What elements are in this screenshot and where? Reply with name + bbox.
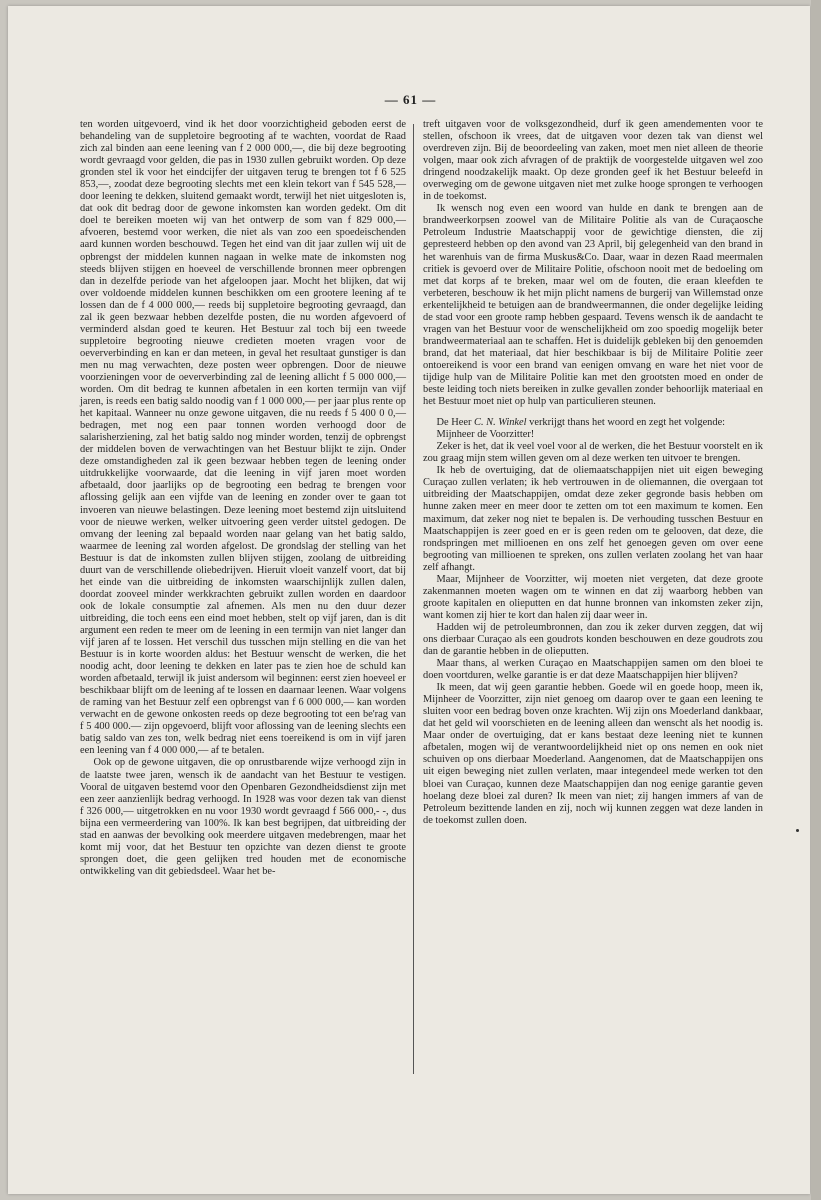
ink-speck [796, 829, 799, 832]
paragraph: Maar, Mijnheer de Voorzitter, wij moeten niet vergeten, dat deze groote zakenmannen moeten wagen om te winnen en dat zij waarborg hebben van groote kapitalen en olieputten en dat hunne bronnen van inkomsten zeker zijn, want komen zij hier te kort dan halen zij daar weer in. [423, 573, 763, 621]
speaker-intro-before: De Heer [436, 417, 475, 429]
column-divider [413, 124, 414, 1074]
paragraph: Ik meen, dat wij geen garantie hebben. Goede wil en goede hoop, meen ik, Mijnheer de Voorzitter, zijn niet genoeg om daarop over te gaan een leening te sluiten voor een bedrag boven onze krachten. Wij zijn ons Moederland dankbaar, dat het geld wil voorschieten en de leening alleen dan wenscht als het noodig is. Maar onder de overtuiging, dat er kans bestaat deze leening niet te kunnen afbetalen, mogen wij de verantwoordelijkheid niet op ons nemen en ook niet schuiven op ons dierbaar Moederland. Aangenomen, dat de Maatschappijen ons uit eigen beweging niet zullen verlaten, maar integendeel mede werken tot den bloei van Curaçao, kunnen deze Maatschappijen dan nog eenige garantie geven hoelang deze bloei zal duren? Ik meen van niet; zij hangen immers af van de Petroleum bezittende landen en zij, noch wij kunnen zeggen wat deze landen in de toekomst zullen doen. [423, 682, 763, 826]
paragraph: Maar thans, al werken Curaçao en Maatschappijen samen om den bloei te doen voortduren, welke garantie is er dat deze Maatschappijen hier blijven? [423, 658, 763, 682]
right-column [423, 119, 763, 827]
paragraph: treft uitgaven voor de volksgezondheid, durf ik geen amendementen voor te stellen, ofschoon ik vrees, dat de uitgaven voor dezen tak van dienst wel overdreven zijn. Bij de beoordeeling van zaken, moet men niet alleen de theorie volgen, maar ook zich afvragen of de praktijk de voorgestelde uitgaven wel zoo dringend noodzakelijk maakt. Op deze gronden geef ik het Bestuur beleefd in overweging om de gewone uitgaven niet met zulke hooge sprongen te verhoogen in de toekomst. [423, 119, 763, 203]
left-column [80, 119, 406, 878]
paragraph: Ook op de gewone uitgaven, die op onrustbarende wijze verhoogd zijn in de laatste twee jaren, wensch ik de aandacht van het Bestuur te vestigen. Vooral de uitgaven bestemd voor den Openbaren Gezondheidsdienst zijn met een zeer aanzienlijk bedrag verhoogd. In 1928 was voor dezen tak van dienst f 326 000,— uitgetrokken en nu voor 1930 wordt gevraagd f 566 000,- -, dus bijna een vermeerdering van 100%. Ik kan best begrijpen, dat uitbreiding der stad en aanwas der bevolking ook meerdere uitgaven medebrengen, maar het komt mij voor, dat het Bestuur ten opzichte van dezen dienst te groote sprongen doet, die geen gelijken tred houden met de economische ontwikkeling van dit gebiedsdeel. Waar het be- [80, 757, 406, 877]
paragraph: ten worden uitgevoerd, vind ik het door voorzichtigheid geboden eerst de behandeling van de suppletoire begrooting af te wachten, voordat de Raad zich zal binden aan eene leening van f 2 000 000,—, die bij deze begrooting wordt gevraagd voor gelden, die pas in 1930 zullen gebruikt worden. Op deze gronden stel ik voor het eindcijfer der uitgaven terug te brengen tot f 6 525 853,—, zoodat deze begrooting slechts met een klein tekort van f 545 528,— door leening te dekken, sluitend gemaakt wordt, terwijl het niet uitgesloten is, dat ook dit bedrag door de gewone inkomsten kan worden gedekt. Om dit doel te bereiken moeten wij van het ontwerp de som van f 829 000,— afvoeren, bestemd voor werken, die niet als van zoo een spoedeischenden aard kunnen worden beschouwd. Tegen het eind van dit jaar zullen wij uit de opbrengst der middelen kunnen nagaan in welke mate de inkomsten nog steeds blijven stijgen en hoeveel de verschillende bronnen meer opbrengen dan in dezelfde periode van het afgeloopen jaar. Mocht het blijken, dat wij over voldoende middelen kunnen beschikken om een grootere leening af te lossen dan de f 4 000 000,— reeds bij suppletoire begrooting gevraagd, dan zal ik geen bezwaar hebben dezelfde posten, die nu worden afgevoerd of verminderd alsdan goed te keuren. Het Bestuur zal toch bij een tweede suppletoire begrooting nieuwe credieten moeten vragen voor de oeververbinding en kan er dan meteen, in geval het resultaat gunstiger is dan men nu mag verwachten, deze posten weer opbrengen. Door de nieuwe voorzieningen voor de oeververbinding zal de leening allicht f 5 000 000,— worden. Om dit bedrag te kunnen afbetalen in een korten termijn van vijf jaren, is reeds een batig saldo noodig van f 1 000 000,— per jaar plus rente op het kapitaal. Wanneer nu onze gewone uitgaven, die nu reeds f 5 400 0 0,— bedragen, met nog een paar tonnen worden verhoogd door de salarisherziening, zal het batig saldo nog minder worden, tenzij de opbrengst der middelen boven de verwachtingen van het Bestuur blijkt te zijn. Onder deze omstandigheden zal ik geen bezwaar hebben tegen de leening onder uitdrukkelijke voorwaarde, dat die leening in vijf jaren moet worden afbetaald, door jaarlijks op de begrooting een bedrag te brengen voor aflossing gelijk aan een vijfde van de leening en zonder over te gaan tot invoeren van nieuwe belastingen. Deze leening moet bestemd zijn uitsluitend voor de nieuwe werken, welker uitvoering geen verder uitstel gedogen. De omvang der leening zal bepaald worden naar gelang van het batig saldo, waarmee de leening zal worden afgelost. De grondslag der stelling van het Bestuur is dat de inkomsten zullen blijven stijgen, zoolang de uitbreiding duurt van de verschillende oliebedrijven. Hieruit vloeit vanzelf voort, dat bij het einde van die uitbreiding de inkomsten waarschijnlijk zullen dalen, doordat zooveel minder werkkrachten gebruikt zullen worden en daardoor ook de lokale consumptie zal afnemen. Als men nu den duur dezer uitbreiding, die toch eens een eind moet hebben, stelt op vijf jaren, dan is dit argument een reden te meer om de leening in een termijn van niet langer dan vijf jaren af te lossen. Het verschil dus tusschen mijn stelling en die van het Bestuur is in korte woorden aldus: het Bestuur wenscht de werken, die het noodig acht, door leening te dekken en later pas te zien hoe de schuld kan worden afbetaald, terwijl ik juist andersom wil beginnen: eerst zien hoeveel er beschikbaar blijft om de leening af te lossen en daarnaar leenen. Waar volgens de raming van het Bestuur zelf een opbrengst van f 6 000 000,— kan worden verwacht en de gewone onkosten reeds op deze begrooting tot een be'rag van f 5 400 000.— zijn opgevoerd, blijft voor aflossing van de leening slechts een batig saldo van zes ton, welk bedrag niet eens toereikend is om in vijf jaren een leening van f 4 000 000,— af te betalen. [80, 119, 406, 757]
paragraph: Zeker is het, dat ik veel voel voor al de werken, die het Bestuur voorstelt en ik zou graag mijn stem willen geven om al deze werken ten uitvoer te brengen. [423, 441, 763, 465]
speaker-intro-after: verkrijgt thans het woord en zegt het volgende: [526, 417, 726, 429]
page-edge [811, 0, 821, 1200]
paragraph: Ik heb de overtuiging, dat de oliemaatschappijen niet uit eigen beweging Curaçao zullen verlaten; ik heb vertrouwen in de oliemannen, die overgaan tot uitbreiding der Maatschappijen, omdat deze zeker gegronde basis hebben om hunne zaken meer en meer door te zetten om tot een maximum te komen. Een maximum, dat zeker nog niet te bepalen is. De verhouding tusschen Bestuur en Maatschappijen is zeer goed en er is geen reden om te gelooven, dat deze, die rondspringen met millioenen en ons zelf het genoegen geven om over eene begrooting van millioenen te spreken, ons zullen verlaten zoolang het van haar zelf afhangt. [423, 465, 763, 573]
section-gap [423, 408, 763, 417]
speaker-intro [423, 417, 763, 429]
paragraph: Hadden wij de petroleumbronnen, dan zou ik zeker durven zeggen, dat wij ons dierbaar Curaçao als een goudrots konden beschouwen en deze goudrots zou dan de garantie hebben in de olieputten. [423, 621, 763, 658]
page-number: — 61 — [384, 92, 437, 107]
speech-salutation: Mijnheer de Voorzitter! [436, 429, 535, 441]
speaker-name: C. N. Winkel [474, 417, 527, 429]
paragraph: Ik wensch nog even een woord van hulde en dank te brengen aan de brandweerkorpsen zoowel van de Militaire Politie als van de Curaçaosche Petroleum Industrie Maatschappij voor de gewichtige diensten, die zij gepresteerd hebben op den avond van 23 April, bij gelegenheid van den brand in het warenhuis van de firma Muskus&Co. Daar, waar in dezen Raad meermalen critiek is gevoerd over de Militaire Politie, ofschoon nooit met de bedoeling om met dat korps af te breken, maar wel om de fouten, die eraan kleefden te verbeteren, beschouw ik het mijn plicht namens de burgerij van Willemstad onze erkentelijkheid te betuigen aan de brandweermannen, die onder degelijke leiding de stad voor een groote ramp hebben gespaard. Tevens wensch ik de aandacht te vragen van het Bestuur voor de wenschelijkheid om zoo spoedig mogelijk beter brandweermateriaal aan te schaffen. Het is duidelijk gebleken bij den genoemden brand, dat het materiaal, dat hier beschikbaar is bij de Militaire Politie zeer ontoereikend is voor een brand van eenigen omvang en ware het niet voor de tijdige hulp van de Militaire Politie kan met den grootsten moed en onder de beste leiding toch niets bereiken in zulke gevallen zonder behoorlijk materiaal en het Bestuur moet niet op hulp van particulieren steunen. [423, 203, 763, 408]
